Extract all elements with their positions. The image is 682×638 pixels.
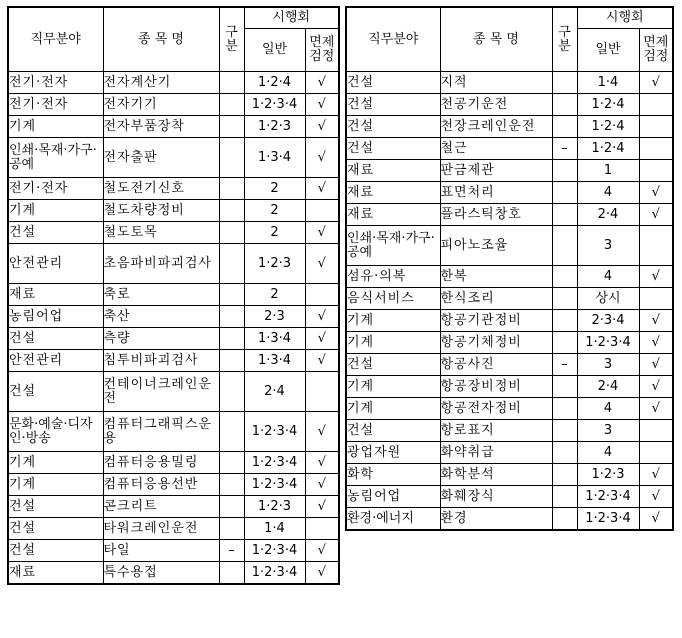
exempt-cell [639, 116, 673, 138]
exempt-cell: √ [639, 310, 673, 332]
sort-cell [552, 204, 577, 226]
field-cell: 건설 [8, 496, 103, 518]
general-header: 일반 [244, 29, 305, 72]
sort-cell [219, 412, 244, 452]
field-cell: 음식서비스 [346, 288, 440, 310]
subject-cell: 컴퓨터응용선반 [103, 474, 219, 496]
table-row [8, 222, 339, 244]
table-row [346, 160, 673, 182]
subject-cell: 한복 [440, 266, 552, 288]
exempt-cell: √ [305, 178, 339, 200]
exempt-cell [639, 420, 673, 442]
sort-cell: – [219, 540, 244, 562]
field-cell: 건설 [8, 222, 103, 244]
subject-cell: 축산 [103, 306, 219, 328]
sort-cell [552, 160, 577, 182]
general-cell: 2·3·4 [577, 310, 639, 332]
right-table-panel [345, 6, 674, 531]
field-header: 직무분야 [346, 7, 440, 72]
sort-cell [219, 474, 244, 496]
general-cell: 2 [244, 200, 305, 222]
general-cell: 1·4 [577, 72, 639, 94]
table-row [8, 496, 339, 518]
exempt-cell: √ [639, 508, 673, 531]
exempt-cell [639, 226, 673, 266]
field-cell: 기계 [8, 200, 103, 222]
field-cell: 기계 [346, 310, 440, 332]
subject-cell: 철근 [440, 138, 552, 160]
table-row [8, 284, 339, 306]
table-row [346, 182, 673, 204]
table-row [346, 332, 673, 354]
field-cell: 섬유·의복 [346, 266, 440, 288]
sort-cell [219, 350, 244, 372]
subject-cell: 전자출판 [103, 138, 219, 178]
subject-cell: 철도토목 [103, 222, 219, 244]
general-cell: 1·2·3·4 [244, 562, 305, 585]
sort-cell [219, 284, 244, 306]
table-row [346, 94, 673, 116]
subject-cell: 지적 [440, 72, 552, 94]
field-cell: 안전관리 [8, 350, 103, 372]
general-cell: 1·2·3·4 [577, 332, 639, 354]
subject-cell: 측량 [103, 328, 219, 350]
sort-header-line2: 분 [558, 38, 571, 54]
exempt-cell: √ [639, 182, 673, 204]
general-cell: 1·2·3 [244, 496, 305, 518]
general-cell: 2 [244, 178, 305, 200]
sort-cell [552, 72, 577, 94]
exempt-cell: √ [305, 540, 339, 562]
subject-cell: 항공사진 [440, 354, 552, 376]
subject-header: 종 목 명 [440, 7, 552, 72]
subject-cell: 컴퓨터그래픽스운용 [103, 412, 219, 452]
subject-cell: 판금제관 [440, 160, 552, 182]
exempt-cell: √ [305, 244, 339, 284]
field-cell: 농림어업 [346, 486, 440, 508]
table-row [346, 486, 673, 508]
exempt-cell: √ [639, 398, 673, 420]
exempt-cell [639, 288, 673, 310]
general-cell: 3 [577, 354, 639, 376]
exempt-cell: √ [305, 138, 339, 178]
subject-cell: 화학분석 [440, 464, 552, 486]
field-cell: 건설 [346, 354, 440, 376]
table-row [8, 200, 339, 222]
table-row [8, 350, 339, 372]
field-cell: 기계 [8, 116, 103, 138]
sort-cell: – [552, 138, 577, 160]
table-row [346, 464, 673, 486]
general-cell: 1·3·4 [244, 350, 305, 372]
general-cell: 1·2·3·4 [244, 412, 305, 452]
exam-header: 시행회 [244, 7, 339, 29]
sort-cell [219, 116, 244, 138]
table-row [346, 420, 673, 442]
sort-cell [552, 182, 577, 204]
subject-cell: 축로 [103, 284, 219, 306]
exempt-cell: √ [305, 328, 339, 350]
exempt-cell: √ [305, 306, 339, 328]
exempt-cell: √ [639, 376, 673, 398]
table-row [8, 72, 339, 94]
subject-cell: 화훼장식 [440, 486, 552, 508]
subject-cell: 전자기기 [103, 94, 219, 116]
field-cell: 인쇄·목재·가구·공예 [8, 138, 103, 178]
sort-cell [552, 486, 577, 508]
exempt-cell: √ [305, 562, 339, 585]
sort-cell [219, 72, 244, 94]
sort-cell [219, 452, 244, 474]
general-cell: 2·3 [244, 306, 305, 328]
general-cell: 2·4 [577, 204, 639, 226]
exempt-cell: √ [305, 412, 339, 452]
table-row [346, 288, 673, 310]
general-cell: 1·2·3 [244, 244, 305, 284]
table-row [346, 138, 673, 160]
sort-cell [219, 94, 244, 116]
table-row [8, 540, 339, 562]
sort-cell [219, 200, 244, 222]
general-cell: 1 [577, 160, 639, 182]
exempt-cell: √ [305, 474, 339, 496]
exempt-cell: √ [305, 94, 339, 116]
table-row [8, 328, 339, 350]
exempt-header [305, 29, 339, 72]
exempt-cell [305, 372, 339, 412]
field-cell: 재료 [346, 182, 440, 204]
table-row [346, 354, 673, 376]
field-cell: 화학 [346, 464, 440, 486]
field-cell: 농림어업 [8, 306, 103, 328]
table-row [8, 452, 339, 474]
sort-cell [219, 244, 244, 284]
general-cell: 3 [577, 226, 639, 266]
field-cell: 환경·에너지 [346, 508, 440, 531]
general-cell: 1·2·3·4 [244, 540, 305, 562]
sort-header-line2: 분 [225, 38, 238, 54]
exempt-cell [639, 160, 673, 182]
general-cell: 1·2·3·4 [244, 94, 305, 116]
table-row [346, 508, 673, 531]
exempt-header [639, 29, 673, 72]
exempt-cell: √ [639, 486, 673, 508]
field-cell: 건설 [346, 72, 440, 94]
table-row [8, 562, 339, 585]
field-cell: 전기·전자 [8, 94, 103, 116]
subject-cell: 콘크리트 [103, 496, 219, 518]
exempt-cell: √ [639, 204, 673, 226]
table-row [8, 94, 339, 116]
sort-cell [552, 266, 577, 288]
sort-header [552, 7, 577, 72]
sort-cell [552, 376, 577, 398]
general-cell: 1·2·3·4 [577, 508, 639, 531]
exempt-header-line1: 면제 [309, 35, 335, 50]
sort-cell [552, 226, 577, 266]
sort-cell [219, 562, 244, 585]
right-table-body [346, 72, 673, 531]
exempt-cell: √ [639, 266, 673, 288]
subject-cell: 침투비파괴검사 [103, 350, 219, 372]
table-row [8, 116, 339, 138]
table-row [346, 376, 673, 398]
general-cell: 1·3·4 [244, 138, 305, 178]
general-cell: 1·2·4 [244, 72, 305, 94]
exempt-cell: √ [305, 452, 339, 474]
sort-cell [552, 442, 577, 464]
right-schedule-table [345, 6, 674, 531]
exempt-cell [305, 284, 339, 306]
subject-cell: 항공기관정비 [440, 310, 552, 332]
sort-header [219, 7, 244, 72]
field-cell: 재료 [8, 284, 103, 306]
exempt-cell [639, 442, 673, 464]
subject-cell: 한식조리 [440, 288, 552, 310]
sort-cell [552, 332, 577, 354]
field-cell: 문화·예술·디자인·방송 [8, 412, 103, 452]
general-cell: 2·4 [244, 372, 305, 412]
subject-header: 종 목 명 [103, 7, 219, 72]
table-row [8, 138, 339, 178]
subject-cell: 컨테이너크레인운전 [103, 372, 219, 412]
subject-cell: 철도전기신호 [103, 178, 219, 200]
subject-cell: 화약취급 [440, 442, 552, 464]
sort-cell [219, 518, 244, 540]
sort-cell [552, 398, 577, 420]
table-row [346, 398, 673, 420]
subject-cell: 철도차량정비 [103, 200, 219, 222]
general-cell: 3 [577, 420, 639, 442]
table-row [346, 266, 673, 288]
field-cell: 건설 [8, 372, 103, 412]
exam-header: 시행회 [577, 7, 673, 29]
table-row [346, 204, 673, 226]
subject-cell: 표면처리 [440, 182, 552, 204]
table-row [8, 306, 339, 328]
general-cell: 상시 [577, 288, 639, 310]
sort-cell [552, 310, 577, 332]
sort-cell [219, 372, 244, 412]
sort-cell [219, 222, 244, 244]
table-row [8, 474, 339, 496]
left-table-panel [7, 6, 340, 585]
field-header: 직무분야 [8, 7, 103, 72]
exempt-cell [305, 200, 339, 222]
field-cell: 인쇄·목재·가구·공예 [346, 226, 440, 266]
subject-cell: 피아노조율 [440, 226, 552, 266]
table-row [346, 72, 673, 94]
exempt-cell: √ [305, 72, 339, 94]
general-cell: 1·2·3 [577, 464, 639, 486]
field-cell: 전기·전자 [8, 72, 103, 94]
field-cell: 건설 [8, 540, 103, 562]
exempt-cell [639, 94, 673, 116]
left-table-body [8, 72, 339, 585]
general-cell: 1·2·3·4 [244, 452, 305, 474]
general-cell: 2·4 [577, 376, 639, 398]
sort-cell [219, 496, 244, 518]
subject-cell: 초음파비파괴검사 [103, 244, 219, 284]
table-row [8, 244, 339, 284]
exempt-cell: √ [639, 332, 673, 354]
exempt-cell [639, 138, 673, 160]
subject-cell: 환경 [440, 508, 552, 531]
field-cell: 건설 [346, 138, 440, 160]
subject-cell: 천공기운전 [440, 94, 552, 116]
table-row [346, 226, 673, 266]
field-cell: 건설 [346, 94, 440, 116]
field-cell: 광업자원 [346, 442, 440, 464]
subject-cell: 항공전자정비 [440, 398, 552, 420]
general-cell: 1·2·4 [577, 94, 639, 116]
table-row [346, 442, 673, 464]
exempt-header-line2: 검정 [309, 49, 335, 64]
field-cell: 재료 [8, 562, 103, 585]
exempt-cell: √ [305, 222, 339, 244]
exempt-header-line1: 면제 [643, 35, 669, 50]
general-cell: 1·3·4 [244, 328, 305, 350]
subject-cell: 천장크레인운전 [440, 116, 552, 138]
field-cell: 기계 [346, 398, 440, 420]
subject-cell: 전자부품장착 [103, 116, 219, 138]
table-row [8, 372, 339, 412]
general-cell: 4 [577, 266, 639, 288]
general-cell: 1·2·3·4 [244, 474, 305, 496]
subject-cell: 항공장비정비 [440, 376, 552, 398]
table-row [8, 518, 339, 540]
field-cell: 건설 [346, 116, 440, 138]
general-cell: 1·4 [244, 518, 305, 540]
field-cell: 기계 [346, 332, 440, 354]
sort-cell [219, 138, 244, 178]
field-cell: 전기·전자 [8, 178, 103, 200]
exempt-cell: √ [639, 464, 673, 486]
table-row [8, 178, 339, 200]
general-header: 일반 [577, 29, 639, 72]
sort-cell: – [552, 354, 577, 376]
field-cell: 건설 [346, 420, 440, 442]
general-cell: 1·2·4 [577, 116, 639, 138]
sort-cell [219, 306, 244, 328]
sort-cell [552, 508, 577, 531]
general-cell: 1·2·4 [577, 138, 639, 160]
field-cell: 기계 [8, 452, 103, 474]
field-cell: 기계 [8, 474, 103, 496]
exempt-cell: √ [305, 350, 339, 372]
left-schedule-table [7, 6, 340, 585]
general-cell: 4 [577, 442, 639, 464]
field-cell: 건설 [8, 328, 103, 350]
subject-cell: 특수용접 [103, 562, 219, 585]
sort-cell [552, 288, 577, 310]
subject-cell: 컴퓨터응용밀링 [103, 452, 219, 474]
table-row [346, 116, 673, 138]
field-cell: 안전관리 [8, 244, 103, 284]
sort-cell [219, 328, 244, 350]
field-cell: 기계 [346, 376, 440, 398]
table-row [346, 310, 673, 332]
general-cell: 2 [244, 222, 305, 244]
exempt-cell: √ [305, 496, 339, 518]
table-row [8, 412, 339, 452]
sort-cell [552, 464, 577, 486]
field-cell: 재료 [346, 160, 440, 182]
general-cell: 2 [244, 284, 305, 306]
sort-header-line1: 구 [558, 24, 571, 40]
general-cell: 4 [577, 398, 639, 420]
field-cell: 건설 [8, 518, 103, 540]
general-cell: 1·2·3·4 [577, 486, 639, 508]
subject-cell: 전자계산기 [103, 72, 219, 94]
field-cell: 재료 [346, 204, 440, 226]
exempt-cell: √ [639, 72, 673, 94]
exempt-cell: √ [305, 116, 339, 138]
sort-cell [219, 178, 244, 200]
sort-header-line1: 구 [225, 24, 238, 40]
subject-cell: 항로표지 [440, 420, 552, 442]
exempt-header-line2: 검정 [643, 49, 669, 64]
sort-cell [552, 116, 577, 138]
exempt-cell: √ [639, 354, 673, 376]
subject-cell: 타일 [103, 540, 219, 562]
subject-cell: 항공기체정비 [440, 332, 552, 354]
general-cell: 1·2·3 [244, 116, 305, 138]
general-cell: 4 [577, 182, 639, 204]
exempt-cell [305, 518, 339, 540]
sort-cell [552, 94, 577, 116]
sort-cell [552, 420, 577, 442]
subject-cell: 타워크레인운전 [103, 518, 219, 540]
subject-cell: 플라스틱창호 [440, 204, 552, 226]
